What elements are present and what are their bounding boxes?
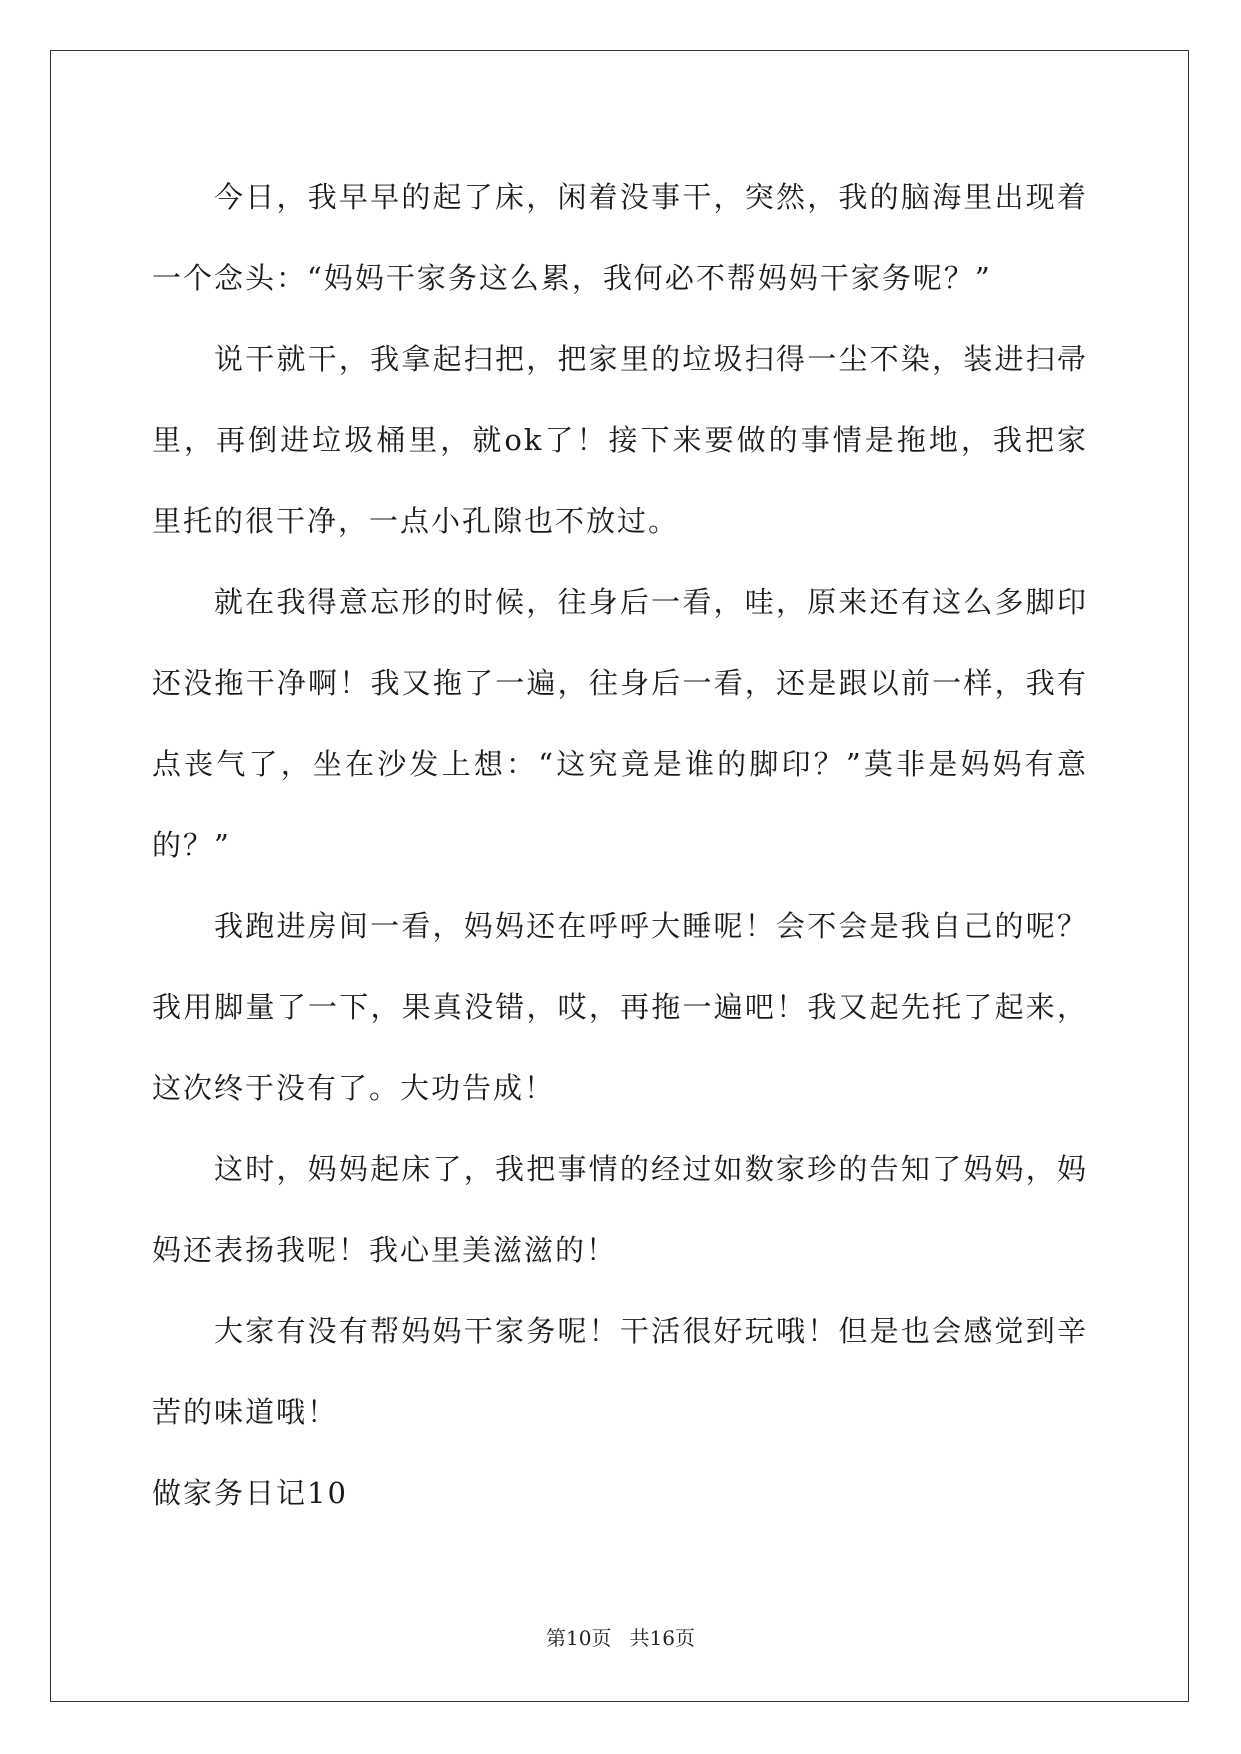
paragraph-4: 我跑进房间一看，妈妈还在呼呼大睡呢！会不会是我自己的呢？我用脚量了一下，果真没错，哎，再拖一遍吧！我又起先托了起来，这次终于没有了。大功告成！: [152, 909, 1088, 1105]
current-page-number: 第10页: [546, 1626, 612, 1650]
paragraph-5: 这时，妈妈起床了，我把事情的经过如数家珍的告知了妈妈，妈妈还表扬我呢！我心里美滋滋的！: [152, 1152, 1088, 1267]
paragraph-6: 大家有没有帮妈妈干家务呢！干活很好玩哦！但是也会感觉到辛苦的味道哦！: [152, 1314, 1088, 1429]
page-footer: [0, 1622, 1241, 1651]
paragraph-3: 就在我得意忘形的时候，往身后一看，哇，原来还有这么多脚印还没拖干净啊！我又拖了一遍，往身后一看，还是跟以前一样，我有点丧气了，坐在沙发上想：“这究竟是谁的脚印？”莫非是妈妈有意的？”: [152, 585, 1088, 862]
total-pages-count: 共16页: [629, 1626, 695, 1650]
section-heading: 做家务日记10: [152, 1476, 348, 1510]
paragraph-2: 说干就干，我拿起扫把，把家里的垃圾扫得一尘不染，装进扫帚里，再倒进垃圾桶里，就ok了！接下来要做的事情是拖地，我把家里托的很干净，一点小孔隙也不放过。: [152, 342, 1088, 538]
paragraph-1: 今日，我早早的起了床，闲着没事干，突然，我的脑海里出现着一个念头：“妈妈干家务这么累，我何必不帮妈妈干家务呢？”: [152, 180, 1088, 295]
document-body: [152, 157, 1088, 1534]
